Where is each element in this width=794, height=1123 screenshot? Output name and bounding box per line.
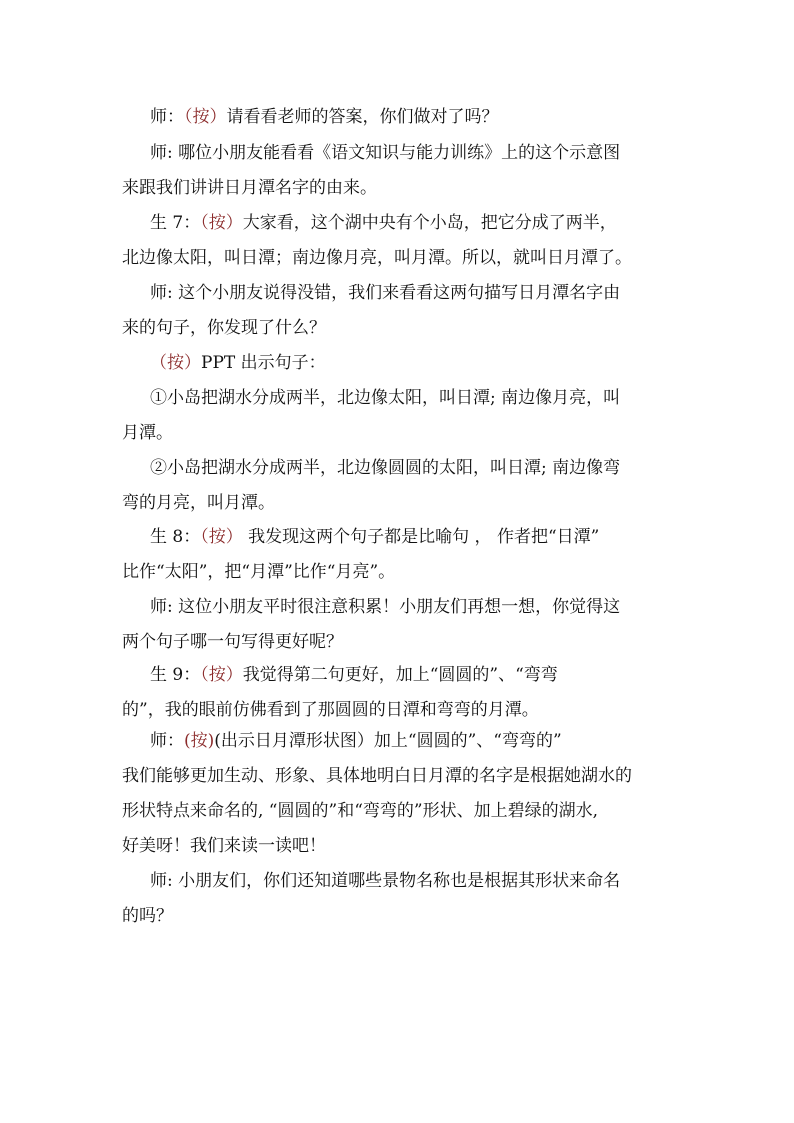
paragraph-line: 的吗？ — [122, 906, 173, 926]
paragraph-9 — [122, 590, 710, 660]
paragraph-3 — [122, 206, 710, 276]
press-marker: (按) — [184, 731, 215, 751]
paragraph-line: 北边像太阳，叫日潭；南边像月亮，叫月潭。所以，就叫日月潭了。 — [122, 248, 632, 268]
press-marker: （按） — [150, 353, 201, 373]
speaker-label: 生 9： — [150, 665, 201, 685]
paragraph-line: (出示日月潭形状图）加上“圆圆的”、“弯弯的” — [214, 731, 562, 751]
paragraph-8 — [122, 520, 710, 590]
paragraph-text: PPT 出示句子： — [201, 353, 326, 373]
paragraph-10 — [122, 658, 710, 728]
press-marker: （按） — [200, 665, 243, 685]
speaker-label: 师： — [150, 107, 184, 127]
paragraph-12 — [122, 864, 710, 934]
press-marker: （按） — [184, 107, 227, 127]
paragraph-line: ②小岛把湖水分成两半，北边像圆圆的太阳，叫日潭; 南边像弯 — [150, 458, 621, 478]
paragraph-line: 大家看，这个湖中央有个小岛，把它分成了两半， — [242, 213, 617, 233]
paragraph-line: 师: 这个小朋友说得没错，我们来看看这两句描写日月潭名字由 — [150, 283, 621, 303]
paragraph-line: 比作“太阳”，把“月潭”比作“月亮”。 — [122, 562, 396, 582]
paragraph-line: 的”，我的眼前仿佛看到了那圆圆的日潭和弯弯的月潭。 — [122, 700, 539, 720]
paragraph-2 — [122, 136, 710, 206]
speaker-label: 师： — [150, 731, 184, 751]
paragraph-line: 我们能够更加生动、形象、具体地明白日月潭的名字是根据她湖水的 — [122, 766, 632, 786]
paragraph-7 — [122, 451, 710, 521]
paragraph-line: 师: 哪位小朋友能看看《语文知识与能力训练》上的这个示意图 — [150, 143, 621, 163]
paragraph-line: 我发现这两个句子都是比喻句 ， 作者把“日潭” — [242, 527, 600, 547]
paragraph-line: 弯的月亮，叫月潭。 — [122, 493, 275, 513]
paragraph-line: 我觉得第二句更好，加上“圆圆的”、“弯弯 — [242, 665, 558, 685]
paragraph-line: 月潭。 — [122, 423, 173, 443]
press-marker: （按） — [200, 527, 243, 547]
paragraph-text: 请看看老师的答案，你们做对了吗？ — [226, 107, 499, 127]
speaker-label: 生 7： — [150, 213, 201, 233]
paragraph-line: 好美呀！我们来读一读吧！ — [122, 836, 326, 856]
paragraph-6 — [122, 381, 710, 451]
paragraph-line: 两个句子哪一句写得更好呢？ — [122, 632, 343, 652]
paragraph-line: ①小岛把湖水分成两半，北边像太阳，叫日潭; 南边像月亮，叫 — [150, 388, 621, 408]
paragraph-line: 形状特点来命名的, “圆圆的”和“弯弯的”形状、加上碧绿的湖水, — [122, 801, 598, 821]
paragraph-line: 来的句子，你发现了什么？ — [122, 318, 326, 338]
press-marker: （按） — [200, 213, 243, 233]
paragraph-1 — [122, 100, 710, 135]
paragraph-line: 来跟我们讲讲日月潭名字的由来。 — [122, 178, 377, 198]
paragraph-line: 师: 小朋友们，你们还知道哪些景物名称也是根据其形状来命名 — [150, 871, 621, 891]
speaker-label: 生 8： — [150, 527, 201, 547]
paragraph-4 — [122, 276, 710, 346]
paragraph-line: 师: 这位小朋友平时很注意积累！小朋友们再想一想，你觉得这 — [150, 597, 621, 617]
paragraph-5 — [122, 346, 710, 381]
paragraph-11 — [122, 724, 710, 864]
